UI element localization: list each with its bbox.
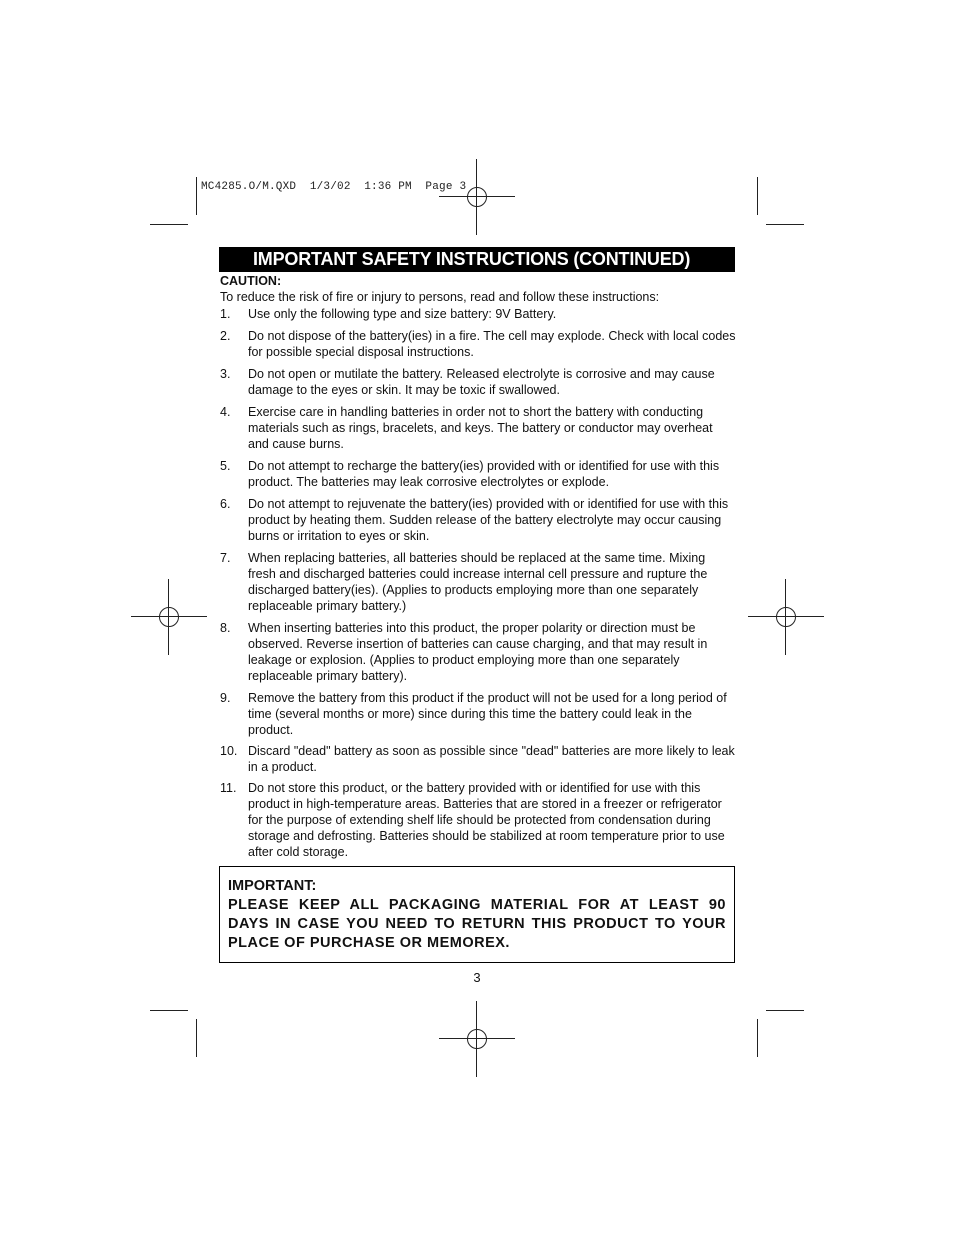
crop-mark-top-right-vertical	[757, 177, 758, 215]
item-text: Do not dispose of the battery(ies) in a fire. The cell may explode. Check with local codes for possible special disposal instructions.	[248, 329, 736, 359]
list-item	[220, 743, 736, 775]
list-item	[220, 458, 736, 490]
section-title: IMPORTANT SAFETY INSTRUCTIONS (CONTINUED)	[219, 247, 735, 272]
item-text: Do not attempt to rejuvenate the battery(ies) provided with or identified for use with this product by heating them. Sudden release of the battery electrolyte may occur causing burns or irritation to eyes or skin.	[248, 497, 729, 543]
registration-mark-top	[463, 183, 491, 211]
list-item	[220, 496, 736, 544]
item-number: 7.	[220, 551, 231, 565]
registration-mark-bottom	[463, 1025, 491, 1053]
list-item	[220, 404, 736, 452]
item-number: 2.	[220, 329, 231, 343]
instruction-list	[220, 306, 736, 860]
list-item	[220, 328, 736, 360]
item-number: 11.	[220, 781, 237, 795]
item-text: Discard "dead" battery as soon as possible since "dead" batteries are more likely to leak in a product.	[248, 744, 735, 774]
crop-mark-bottom-right-horizontal	[766, 1010, 804, 1011]
crop-mark-bottom-left-vertical	[196, 1019, 197, 1057]
item-text: Do not attempt to recharge the battery(ies) provided with or identified for use with this product. The batteries may leak corrosive electrolytes or explode.	[248, 459, 720, 489]
caution-label: CAUTION:	[220, 274, 282, 288]
list-item	[220, 620, 736, 684]
list-item	[220, 366, 736, 398]
item-number: 3.	[220, 367, 231, 381]
item-text: Exercise care in handling batteries in order not to short the battery with conducting materials such as rings, bracelets, and keys. The battery or conductor may overheat and cause burns.	[248, 405, 713, 451]
important-notice-box	[219, 866, 735, 963]
intro-text: To reduce the risk of fire or injury to persons, read and follow these instructions:	[220, 290, 660, 304]
item-text: Do not store this product, or the battery provided with or identified for use with this product in high-temperature areas. Batteries that are stored in a freezer or refrigerator for the purpose of extending shelf life should be protected from condensation during storage and defrosting. Batteries should be stabilized at room temperature prior to use after cold storage.	[248, 781, 725, 859]
important-label: IMPORTANT:	[228, 878, 317, 894]
list-item	[220, 550, 736, 614]
crop-mark-top-left-horizontal	[150, 224, 188, 225]
list-item	[220, 780, 736, 860]
printer-slug: MC4285.O/M.QXD 1/3/02 1:36 PM Page 3	[201, 181, 467, 193]
item-number: 9.	[220, 691, 231, 705]
item-text: Do not open or mutilate the battery. Released electrolyte is corrosive and may cause damage to the eyes or skin. It may be toxic if swallowed.	[248, 367, 715, 397]
important-body: PLEASE KEEP ALL PACKAGING MATERIAL FOR AT LEAST 90 DAYS IN CASE YOU NEED TO RETURN THIS PRODUCT TO YOUR PLACE OF PURCHASE OR MEMOREX.	[228, 897, 726, 951]
crop-mark-bottom-right-vertical	[757, 1019, 758, 1057]
registration-mark-left	[155, 603, 183, 631]
item-text: Remove the battery from this product if the product will not be used for a long period of time (several months or more) since during this time the battery could leak in the product.	[248, 691, 727, 737]
item-text: Use only the following type and size battery: 9V Battery.	[248, 307, 557, 321]
crop-mark-bottom-left-horizontal	[150, 1010, 188, 1011]
item-text: When replacing batteries, all batteries should be replaced at the same time. Mixing fresh and discharged batteries could increase internal cell pressure and rupture the discharged battery(ies). (Applies to products employing more than one separately replaceable primary battery.)	[248, 551, 708, 613]
registration-mark-right	[772, 603, 800, 631]
crop-mark-top-right-horizontal	[766, 224, 804, 225]
item-number: 6.	[220, 497, 231, 511]
page-number: 3	[473, 970, 481, 985]
list-item	[220, 306, 736, 322]
list-item	[220, 690, 736, 738]
item-number: 4.	[220, 405, 231, 419]
item-number: 1.	[220, 307, 231, 321]
crop-mark-top-left-vertical	[196, 177, 197, 215]
item-number: 5.	[220, 459, 231, 473]
item-text: When inserting batteries into this product, the proper polarity or direction must be observed. Reverse insertion of batteries can cause charging, and that may result in leakage or explosion. (Applies to product employing more than one separately replaceable primary battery).	[248, 621, 708, 683]
item-number: 8.	[220, 621, 231, 635]
item-number: 10.	[220, 744, 238, 758]
